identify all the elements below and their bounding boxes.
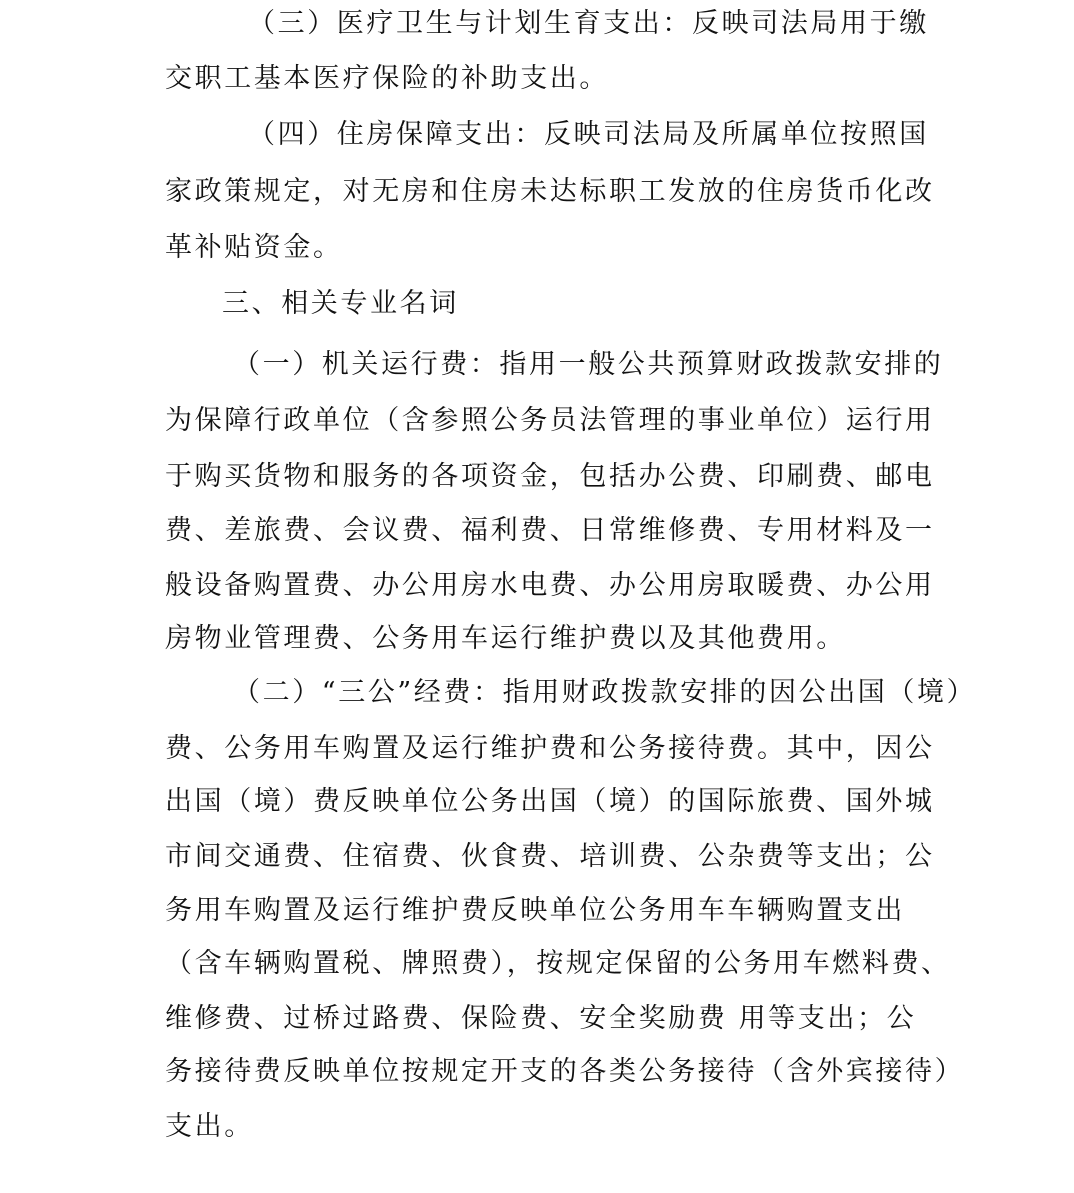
paragraph-line: 维修费、过桥过路费、保险费、安全奖励费 用等支出；公 xyxy=(165,1003,917,1034)
paragraph-line: （四）住房保障支出：反映司法局及所属单位按照国 xyxy=(248,119,929,150)
paragraph-line: （三）医疗卫生与计划生育支出：反映司法局用于缴 xyxy=(248,8,929,39)
paragraph-line: 市间交通费、住宿费、伙食费、培训费、公杂费等支出；公 xyxy=(165,841,935,872)
paragraph-line: 支出。 xyxy=(165,1111,254,1142)
paragraph-line: 务接待费反映单位按规定开支的各类公务接待（含外宾接待） xyxy=(165,1056,965,1087)
paragraph-line: 费、差旅费、会议费、福利费、日常维修费、专用材料及一 xyxy=(165,515,935,546)
paragraph-line: 家政策规定，对无房和住房未达标职工发放的住房货币化改 xyxy=(165,176,935,207)
paragraph-line: （一）机关运行费：指用一般公共预算财政拨款安排的 xyxy=(233,349,944,380)
paragraph-line: 交职工基本医疗保险的补助支出。 xyxy=(165,63,609,94)
paragraph-line: 般设备购置费、办公用房水电费、办公用房取暖费、办公用 xyxy=(165,570,935,601)
paragraph-line: 出国（境）费反映单位公务出国（境）的国际旅费、国外城 xyxy=(165,786,935,817)
paragraph-line: （含车辆购置税、牌照费），按规定保留的公务用车燃料费、 xyxy=(165,948,951,979)
paragraph-line: （二）“三公”经费：指用财政拨款安排的因公出国（境） xyxy=(233,677,977,708)
paragraph-line: 于购买货物和服务的各项资金，包括办公费、印刷费、邮电 xyxy=(165,461,935,492)
paragraph-line: 务用车购置及运行维护费反映单位公务用车车辆购置支出 xyxy=(165,895,905,926)
section-heading: 三、相关专业名词 xyxy=(222,288,459,319)
paragraph-line: 费、公务用车购置及运行维护费和公务接待费。其中，因公 xyxy=(165,733,935,764)
paragraph-line: 为保障行政单位（含参照公务员法管理的事业单位）运行用 xyxy=(165,405,935,436)
paragraph-line: 革补贴资金。 xyxy=(165,232,343,263)
paragraph-line: 房物业管理费、公务用车运行维护费以及其他费用。 xyxy=(165,623,846,654)
